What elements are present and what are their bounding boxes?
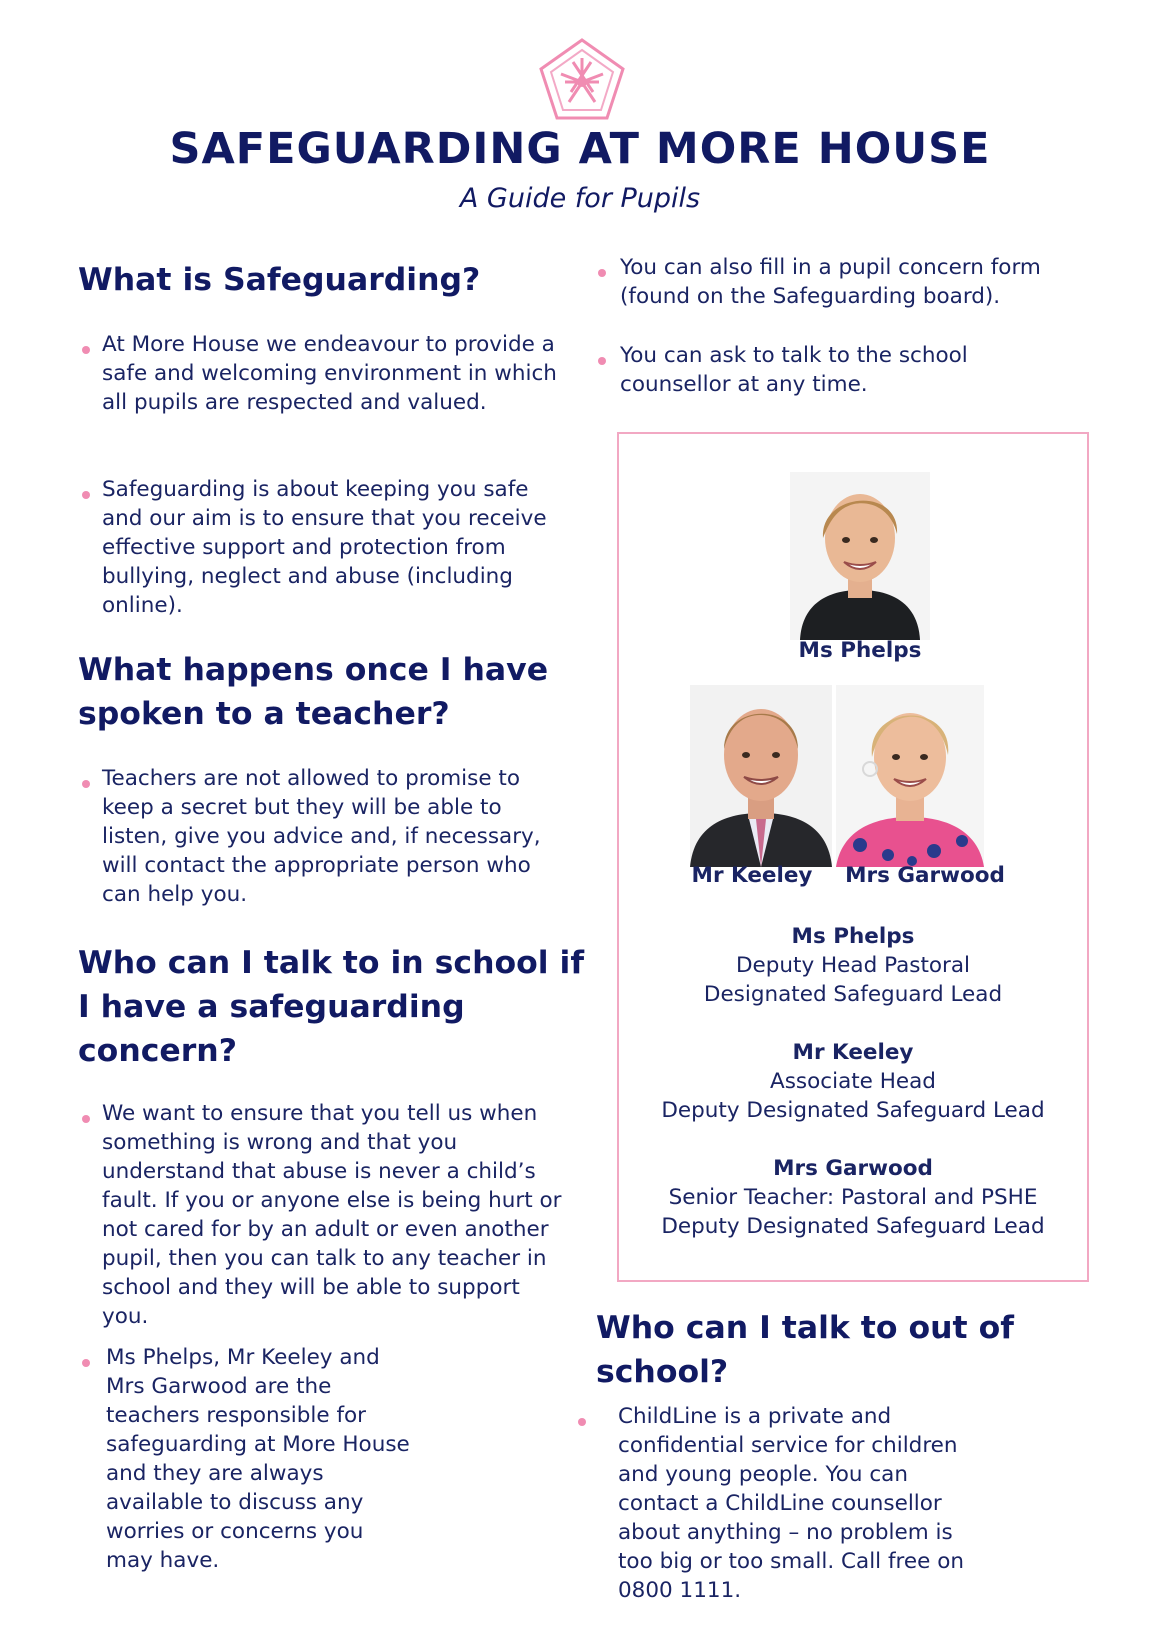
bullet-text: Teachers are not allowed to promise to keep a secret but they will be able to listen, give you advice and, if necessary, will contact the appropriate person who can help you. [102, 766, 541, 907]
page-title: SAFEGUARDING AT MORE HOUSE [169, 124, 991, 174]
pink-dot-bullet-icon [82, 1359, 90, 1367]
staff-role: Designated Safeguard Lead [703, 982, 1003, 1007]
staff-role: Deputy Designated Safeguard Lead [661, 1098, 1045, 1123]
staff-role: Deputy Head Pastoral [735, 953, 971, 978]
school-crest-rose-icon [537, 36, 627, 122]
staff-name: Ms Phelps [791, 924, 915, 949]
pink-dot-bullet-icon [598, 269, 606, 277]
photo-mr-keeley [690, 685, 832, 867]
bullet-text: You can also fill in a pupil concern form (found on the Safeguarding board). [620, 255, 1041, 309]
page-subtitle: A Guide for Pupils [459, 183, 701, 214]
section-heading-who-out-of-school: Who can I talk to out of school? [596, 1310, 1014, 1390]
section-heading-who-in-school: Who can I talk to in school if I have a safeguarding concern? [78, 945, 585, 1069]
pink-dot-bullet-icon [82, 491, 90, 499]
staff-role: Senior Teacher: Pastoral and PSHE [668, 1185, 1038, 1210]
pink-dot-bullet-icon [598, 357, 606, 365]
bullet-text: You can ask to talk to the school counsellor at any time. [620, 343, 968, 397]
pink-dot-bullet-icon [82, 346, 90, 354]
staff-role: Associate Head [770, 1069, 936, 1094]
staff-name: Mr Keeley [792, 1040, 914, 1065]
bullet-text: Ms Phelps, Mr Keeley and Mrs Garwood are the teachers responsible for safeguarding at More House and they are always available to discuss any worries or concerns you may have. [106, 1345, 410, 1573]
pink-dot-bullet-icon [82, 1115, 90, 1123]
photo-caption-ms-phelps: Ms Phelps [798, 638, 922, 663]
staff-role: Deputy Designated Safeguard Lead [661, 1214, 1045, 1239]
staff-entry [617, 922, 1089, 1009]
photo-caption-mrs-garwood: Mrs Garwood [845, 863, 1005, 888]
staff-name: Mrs Garwood [773, 1156, 933, 1181]
photo-mrs-garwood [836, 685, 984, 867]
staff-entry [617, 1154, 1089, 1241]
photo-ms-phelps [790, 472, 930, 640]
photo-caption-mr-keeley: Mr Keeley [691, 863, 813, 888]
bullet-text: ChildLine is a private and confidential service for children and young people. You can contact a ChildLine counsellor about anything – no problem is too big or too small. Call free on 0800 1111. [618, 1404, 964, 1603]
bullet-text: We want to ensure that you tell us when something is wrong and that you understand that abuse is never a child’s fault. If you or anyone else is being hurt or not cared for by an adult or even another pupil, then you can talk to any teacher in school and they will be able to support you. [102, 1101, 562, 1329]
section-heading-what-happens: What happens once I have spoken to a teacher? [78, 652, 549, 732]
bullet-text: Safeguarding is about keeping you safe and our aim is to ensure that you receive effective support and protection from bullying, neglect and abuse (including online). [102, 477, 547, 618]
pink-dot-bullet-icon [82, 780, 90, 788]
bullet-text: At More House we endeavour to provide a safe and welcoming environment in which all pupils are respected and valued. [102, 332, 557, 415]
pink-dot-bullet-icon [578, 1418, 586, 1426]
staff-entry [617, 1038, 1089, 1125]
section-heading-what-is-safeguarding: What is Safeguarding? [78, 262, 481, 298]
